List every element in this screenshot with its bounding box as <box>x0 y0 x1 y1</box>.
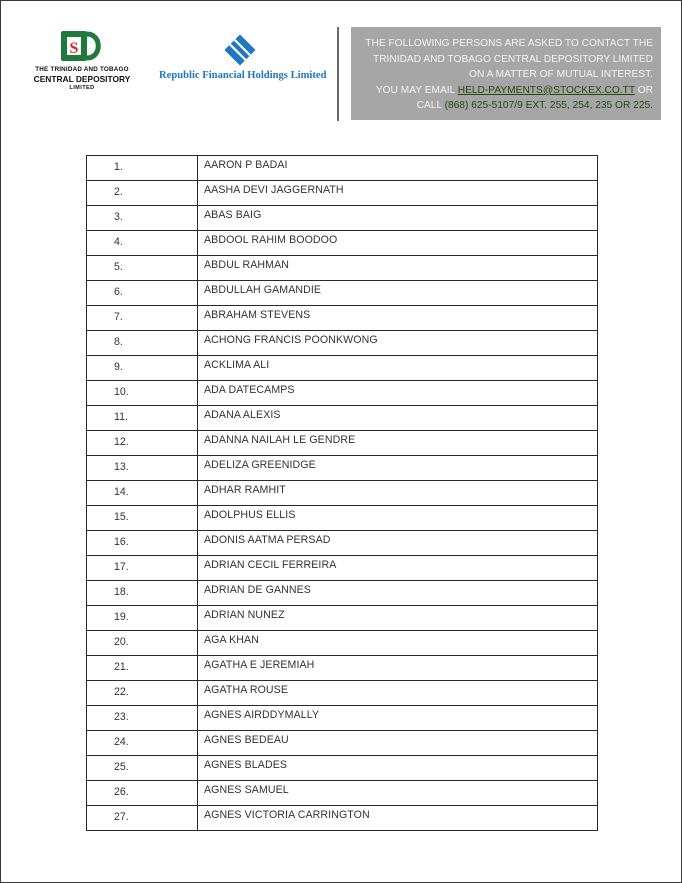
table-row <box>87 231 598 256</box>
row-name: AGNES AIRDDYMALLY <box>198 706 598 731</box>
contact-notice <box>351 27 661 120</box>
row-name: AGNES BLADES <box>198 756 598 781</box>
row-name: ABDUL RAHMAN <box>198 256 598 281</box>
ttcd-logo-line2: CENTRAL DEPOSITORY <box>33 74 131 84</box>
table-row <box>87 306 598 331</box>
names-table-body <box>87 156 598 831</box>
row-number: 13. <box>87 456 198 481</box>
table-row <box>87 281 598 306</box>
row-number: 12. <box>87 431 198 456</box>
row-name: ABDOOL RAHIM BOODOO <box>198 231 598 256</box>
row-number: 11. <box>87 406 198 431</box>
row-name: AASHA DEVI JAGGERNATH <box>198 181 598 206</box>
table-row <box>87 456 598 481</box>
row-name: ADOLPHUS ELLIS <box>198 506 598 531</box>
row-name: AGATHA E JEREMIAH <box>198 656 598 681</box>
table-row <box>87 581 598 606</box>
table-row <box>87 356 598 381</box>
notice-email-suffix: OR <box>634 84 653 96</box>
row-number: 8. <box>87 331 198 356</box>
rfhl-logo <box>159 33 327 93</box>
row-number: 24. <box>87 731 198 756</box>
table-row <box>87 806 598 831</box>
header-divider <box>337 27 339 121</box>
table-row <box>87 556 598 581</box>
row-number: 3. <box>87 206 198 231</box>
ttcd-logo-line1: THE TRINIDAD AND TOBAGO <box>35 66 129 73</box>
table-row <box>87 431 598 456</box>
ttcd-monogram-icon <box>60 29 104 63</box>
row-name: ADRIAN NUNEZ <box>198 606 598 631</box>
table-row <box>87 381 598 406</box>
table-row <box>87 331 598 356</box>
row-number: 17. <box>87 556 198 581</box>
row-number: 25. <box>87 756 198 781</box>
row-number: 5. <box>87 256 198 281</box>
row-name: AGNES SAMUEL <box>198 781 598 806</box>
row-name: ADONIS AATMA PERSAD <box>198 531 598 556</box>
names-table <box>86 155 598 831</box>
notice-line3: ON A MATTER OF MUTUAL INTEREST. <box>469 69 653 81</box>
rfhl-diamond-icon <box>222 33 258 67</box>
table-row <box>87 156 598 181</box>
row-name: ADRIAN DE GANNES <box>198 581 598 606</box>
row-number: 26. <box>87 781 198 806</box>
row-number: 23. <box>87 706 198 731</box>
notice-call-prefix: CALL <box>416 100 445 112</box>
row-number: 7. <box>87 306 198 331</box>
table-row <box>87 531 598 556</box>
row-number: 27. <box>87 806 198 831</box>
row-number: 15. <box>87 506 198 531</box>
table-row <box>87 681 598 706</box>
row-number: 19. <box>87 606 198 631</box>
row-name: AARON P BADAI <box>198 156 598 181</box>
table-row <box>87 706 598 731</box>
row-number: 14. <box>87 481 198 506</box>
row-number: 10. <box>87 381 198 406</box>
table-row <box>87 606 598 631</box>
row-number: 6. <box>87 281 198 306</box>
row-name: ABAS BAIG <box>198 206 598 231</box>
row-name: ACHONG FRANCIS POONKWONG <box>198 331 598 356</box>
table-row <box>87 631 598 656</box>
notice-phone: (868) 625-5107/9 EXT. 255, 254, 235 OR 225. <box>444 100 653 112</box>
row-name: ADRIAN CECIL FERREIRA <box>198 556 598 581</box>
row-number: 22. <box>87 681 198 706</box>
table-row <box>87 181 598 206</box>
row-name: ABDULLAH GAMANDIE <box>198 281 598 306</box>
table-row <box>87 781 598 806</box>
row-name: AGATHA ROUSE <box>198 681 598 706</box>
row-number: 9. <box>87 356 198 381</box>
notice-line1: THE FOLLOWING PERSONS ARE ASKED TO CONTACT THE <box>365 38 653 49</box>
row-number: 18. <box>87 581 198 606</box>
row-name: ADELIZA GREENIDGE <box>198 456 598 481</box>
row-number: 21. <box>87 656 198 681</box>
row-name: ADANA ALEXIS <box>198 406 598 431</box>
ttcd-logo-line3: LIMITED <box>69 85 95 91</box>
row-name: ADANNA NAILAH LE GENDRE <box>198 431 598 456</box>
table-row <box>87 731 598 756</box>
table-row <box>87 656 598 681</box>
row-name: AGNES VICTORIA CARRINGTON <box>198 806 598 831</box>
notice-line2: TRINIDAD AND TOBAGO CENTRAL DEPOSITORY LIMITED <box>372 53 653 65</box>
row-name: ADA DATECAMPS <box>198 381 598 406</box>
table-row <box>87 256 598 281</box>
svg-text:S: S <box>69 40 79 57</box>
row-name: ADHAR RAMHIT <box>198 481 598 506</box>
notice-email-line <box>359 83 653 99</box>
table-row <box>87 206 598 231</box>
row-number: 20. <box>87 631 198 656</box>
row-name: ABRAHAM STEVENS <box>198 306 598 331</box>
notice-call-line <box>359 98 653 114</box>
row-number: 1. <box>87 156 198 181</box>
table-row <box>87 406 598 431</box>
notice-email-prefix: YOU MAY EMAIL <box>375 84 458 96</box>
table-row <box>87 506 598 531</box>
row-number: 16. <box>87 531 198 556</box>
row-name: ACKLIMA ALI <box>198 356 598 381</box>
row-name: AGA KHAN <box>198 631 598 656</box>
ttcd-logo <box>19 29 145 101</box>
notice-email-link[interactable]: HELD-PAYMENTS@STOCKEX.CO.TT <box>457 84 635 96</box>
row-number: 2. <box>87 181 198 206</box>
table-row <box>87 481 598 506</box>
rfhl-logo-name: Republic Financial Holdings Limited <box>159 70 327 81</box>
table-row <box>87 756 598 781</box>
row-name: AGNES BEDEAU <box>198 731 598 756</box>
row-number: 4. <box>87 231 198 256</box>
